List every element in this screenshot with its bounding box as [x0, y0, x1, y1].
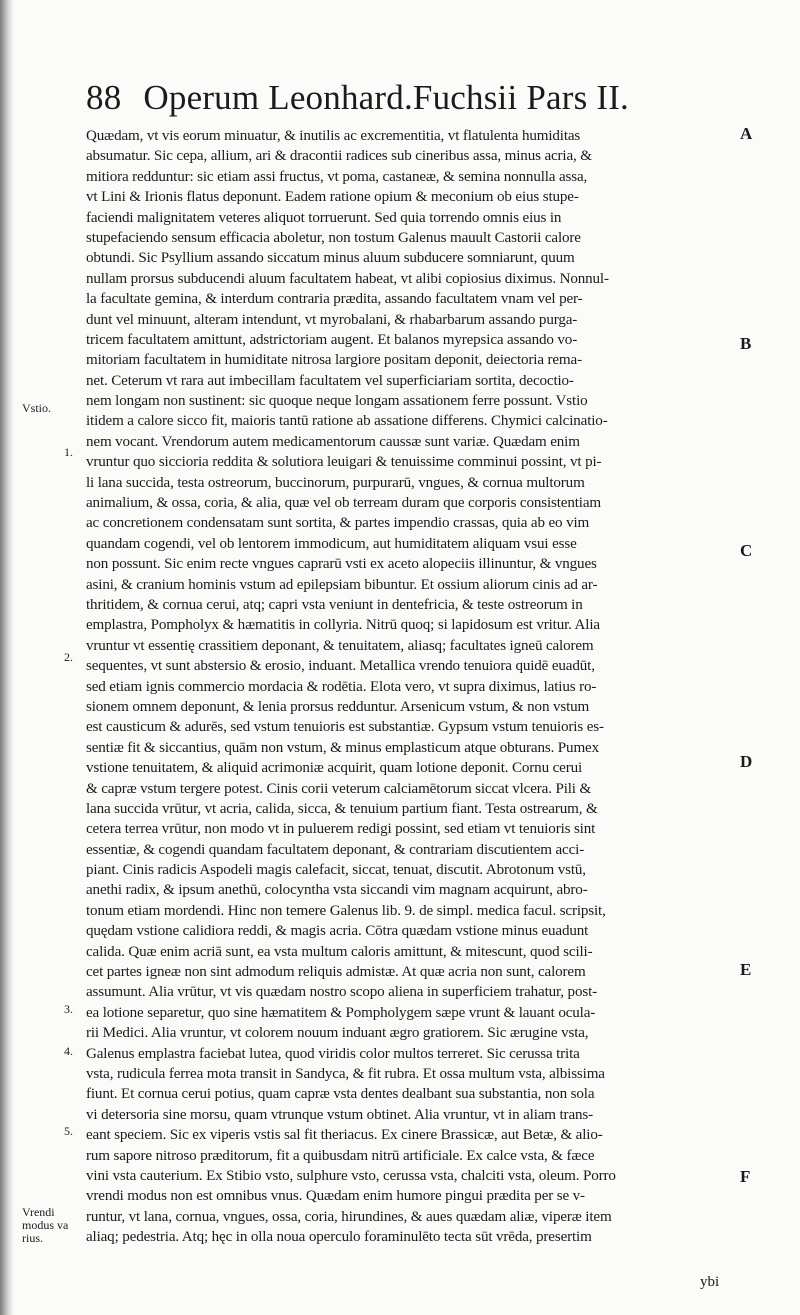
margin-note-vstio: Vstio.: [22, 401, 52, 415]
text-line: vruntur quo siccioria reddita & solutiora leuigari & tenuissime comminui possint, vt pi-: [86, 454, 602, 471]
section-letter-a: A: [740, 124, 753, 143]
text-line: quędam vstione calidiora reddi, & magis acria. Cōtra quædam vstione minus euadunt: [86, 923, 589, 940]
page-number: 88: [86, 78, 122, 117]
text-line: vi detersoria sine morsu, quam vtrunque vstum obtinet. Alia vruntur, vt in aliam trans-: [86, 1106, 593, 1123]
section-letter-e: E: [740, 960, 752, 979]
running-header: [86, 78, 686, 118]
text-line: cetera terrea vrūtur, non modo vt in puluerem redigi possint, sed etiam vt tenuioris sint: [86, 821, 596, 838]
text-line: sequentes, vt sunt abstersio & erosio, induant. Metallica vrendo tenuiora quidē euadūt,: [86, 658, 595, 675]
text-line: absumatur. Sic cepa, allium, ari & dracontii radices sub cineribus assa, minus acria, &: [86, 148, 592, 165]
text-line: nem longam non sustinent: sic quoque neque longam assationem ferre possunt. Vstio: [86, 393, 588, 410]
text-line: cet partes igneæ non sint admodum reliquis admistæ. At quæ acria non sunt, calorem: [86, 964, 586, 981]
text-line: stupefaciendo sensum efficacia aboletur, non tostum Galenus mauult Castorii calore: [86, 229, 581, 246]
text-line: anethi radix, & ipsum anethū, colocyntha vsta siccandi vim magnam acquirunt, abro-: [86, 882, 588, 899]
text-line: aliaq; pedestria. Atq; hęc in olla noua operculo foraminulēto tecta sūt vrēda, presertim: [86, 1229, 592, 1246]
section-letter-b: B: [740, 334, 752, 353]
text-line: la facultate gemina, & interdum contraria prædita, assando facultatem vnam vel per-: [86, 291, 583, 308]
text-line: tonum etiam mordendi. Hinc non temere Galenus lib. 9. de simpl. medica facul. scripsit,: [86, 902, 606, 919]
text-line: vini vsta cauterium. Ex Stibio vsto, sulphure vsto, cerussa vsta, chalciti vsta, oleum. Porro: [86, 1167, 616, 1184]
text-line: & capræ vstum tergere potest. Cinis corii veterum calciamētorum siccat vlcera. Pili &: [86, 780, 592, 797]
text-line: animalium, & ossa, coria, & alia, quæ vel ob terream duram que corporis consistentiam: [86, 495, 601, 512]
section-letter-f: F: [740, 1167, 751, 1186]
text-line: net. Ceterum vt rara aut imbecillam facultatem vel superficiariam sortita, decoctio-: [86, 372, 574, 389]
text-line: vrendi modus non est omnibus vnus. Quædam enim humore pingui prædita per se v-: [86, 1188, 585, 1205]
text-line: asini, & cranium hominis vstum ad epilepsiam bibuntur. Et ossium aliorum cinis ad ar-: [86, 576, 598, 593]
margin-number-2: 2.: [64, 650, 73, 664]
text-line: essentiæ, & cogendi quandam facultatem deponant, & contrariam discutientem acci-: [86, 841, 585, 858]
text-line: vt Lini & Irionis flatus deponunt. Eadem ratione opium & meconium ob eius stupe-: [86, 189, 579, 206]
text-line: tricem facultatem amittunt, adstrictoriam augent. Et balanos myrepsica assando vo-: [86, 331, 578, 348]
text-line: sionem omnem deponunt, & lenia prorsus redduntur. Arsenicum vstum, & non vstum: [86, 698, 590, 715]
text-line: itidem a calore sicco fit, maioris tantū ratione ab assatione differens. Chymici calcinatio-: [86, 413, 608, 430]
text-line: vsta, rudicula ferrea mota transit in Sandyca, & fit rubra. Et ossa multum vsta, albissima: [86, 1065, 605, 1082]
text-line: rum sapore nitroso præditorum, fit a quibusdam nitrū artificiale. Ex calce vsta, & fæce: [86, 1147, 595, 1164]
text-line: nullam prorsus subducendi aluum facultatem habeat, vt alibi copiosius diximus. Nonnul-: [86, 270, 609, 287]
text-line: li lana succida, testa ostreorum, buccinorum, purpurarū, vngues, & cornua multorum: [86, 474, 585, 491]
text-line: quandam cogendi, vel ob lentorem immodicum, aut humiditatem aliquam vsui esse: [86, 535, 577, 552]
margin-number-4: 4.: [64, 1044, 73, 1058]
text-line: non possunt. Sic enim recte vngues caprarū vsti ex aceto alopeciis illinuntur, & vngues: [86, 556, 597, 573]
text-line: calida. Quæ enim acriā sunt, ea vsta multum caloris amittunt, & mitescunt, quod scili-: [86, 943, 593, 960]
text-line: obtundi. Sic Psyllium assando siccatum minus aluum subducere somniarunt, quum: [86, 250, 575, 267]
text-line: mitoriam facultatem in humiditate nitrosa largiore positam deponit, deiectoria rema-: [86, 352, 582, 369]
text-line: fiunt. Et cornua cerui potius, quam capræ vsta dentes dealbant sua substantia, non sola: [86, 1086, 595, 1103]
text-line: eant speciem. Sic ex viperis vstis sal fit theriacus. Ex cinere Brassicæ, aut Betæ, & alio-: [86, 1127, 603, 1144]
margin-number-1: 1.: [64, 445, 73, 459]
text-line: faciendi malignitatem veteres aliquot torruerunt. Sed quia torrendo omnis eius in: [86, 209, 562, 226]
text-line: lana succida vrūtur, vt acria, calida, sicca, & tenuium partium fiant. Testa ostrearum, &: [86, 800, 598, 817]
section-letter-c: C: [740, 541, 753, 560]
margin-number-3: 3.: [64, 1002, 73, 1016]
text-line: ea lotione separetur, quo sine hæmatitem & Pompholygem sæpe vrunt & lauant ocula-: [86, 1004, 596, 1021]
text-line: thritidem, & cornua cerui, atq; capri vsta veniunt in dentefricia, & teste ostreorum in: [86, 596, 583, 613]
text-line: mitiora redduntur: sic etiam assi fructus, vt poma, castaneæ, & semina nonnulla assa,: [86, 168, 588, 185]
text-line: Galenus emplastra faciebat lutea, quod viridis color multos terreret. Sic cerussa trita: [86, 1045, 580, 1062]
margin-number-5: 5.: [64, 1124, 73, 1138]
catchword: ybi: [700, 1274, 720, 1290]
main-text-block: [86, 126, 726, 1247]
text-line: sed etiam ignis commercio mordacia & rodētia. Elota vero, vt supra diximus, latius ro-: [86, 678, 597, 695]
text-line: vstione tenuitatem, & aliquid acrimoniæ acquirit, quam lotione deponit. Cornu cerui: [86, 760, 583, 777]
text-line: assumunt. Alia vrūtur, vt vis quædam nostro scopo aliena in superficiem trahatur, post-: [86, 984, 597, 1001]
margin-note-vrendi: Vrendi modus va rius.: [22, 1205, 69, 1245]
running-title: Operum Leonhard.Fuchsii Pars II.: [143, 78, 630, 117]
text-line: piant. Cinis radicis Aspodeli magis calefacit, siccat, tenuat, discutit. Abrotonum vstū,: [86, 862, 586, 879]
text-line: vruntur vt essentię crassitiem deponant, & tenuitatem, aliasq; facultates igneū calorem: [86, 637, 594, 654]
text-line: emplastra, Pompholyx & hæmatitis in collyria. Nitrū quoq; si lapidosum est vritur. Alia: [86, 617, 600, 634]
text-line: sentiæ fit & siccantius, quām non vstum, & minus emplasticum atque obturans. Pumex: [86, 739, 599, 756]
text-line: nem vocant. Vrendorum autem medicamentorum caussæ sunt variæ. Quædam enim: [86, 433, 580, 450]
text-line: Quædam, vt vis eorum minuatur, & inutilis ac excrementitia, vt flatulenta humiditas: [86, 128, 581, 144]
text-line: rii Medici. Alia vruntur, vt colorem nouum induant ægro gratiorem. Sic ærugine vsta,: [86, 1025, 589, 1042]
text-line: est causticum & adurēs, sed vstum tenuioris est substantiæ. Gypsum vstum tenuioris es-: [86, 719, 604, 736]
text-line: ac concretionem condensatam sunt sortita, & partes impendio crassas, quia ab eo vim: [86, 515, 590, 532]
text-line: runtur, vt lana, cornua, vngues, ossa, coria, hirundines, & aues quædam aliæ, viperæ item: [86, 1208, 612, 1225]
section-letter-d: D: [740, 752, 753, 771]
text-line: dunt vel minuunt, alteram intendunt, vt myrobalani, & rhabarbarum assando purga-: [86, 311, 578, 328]
